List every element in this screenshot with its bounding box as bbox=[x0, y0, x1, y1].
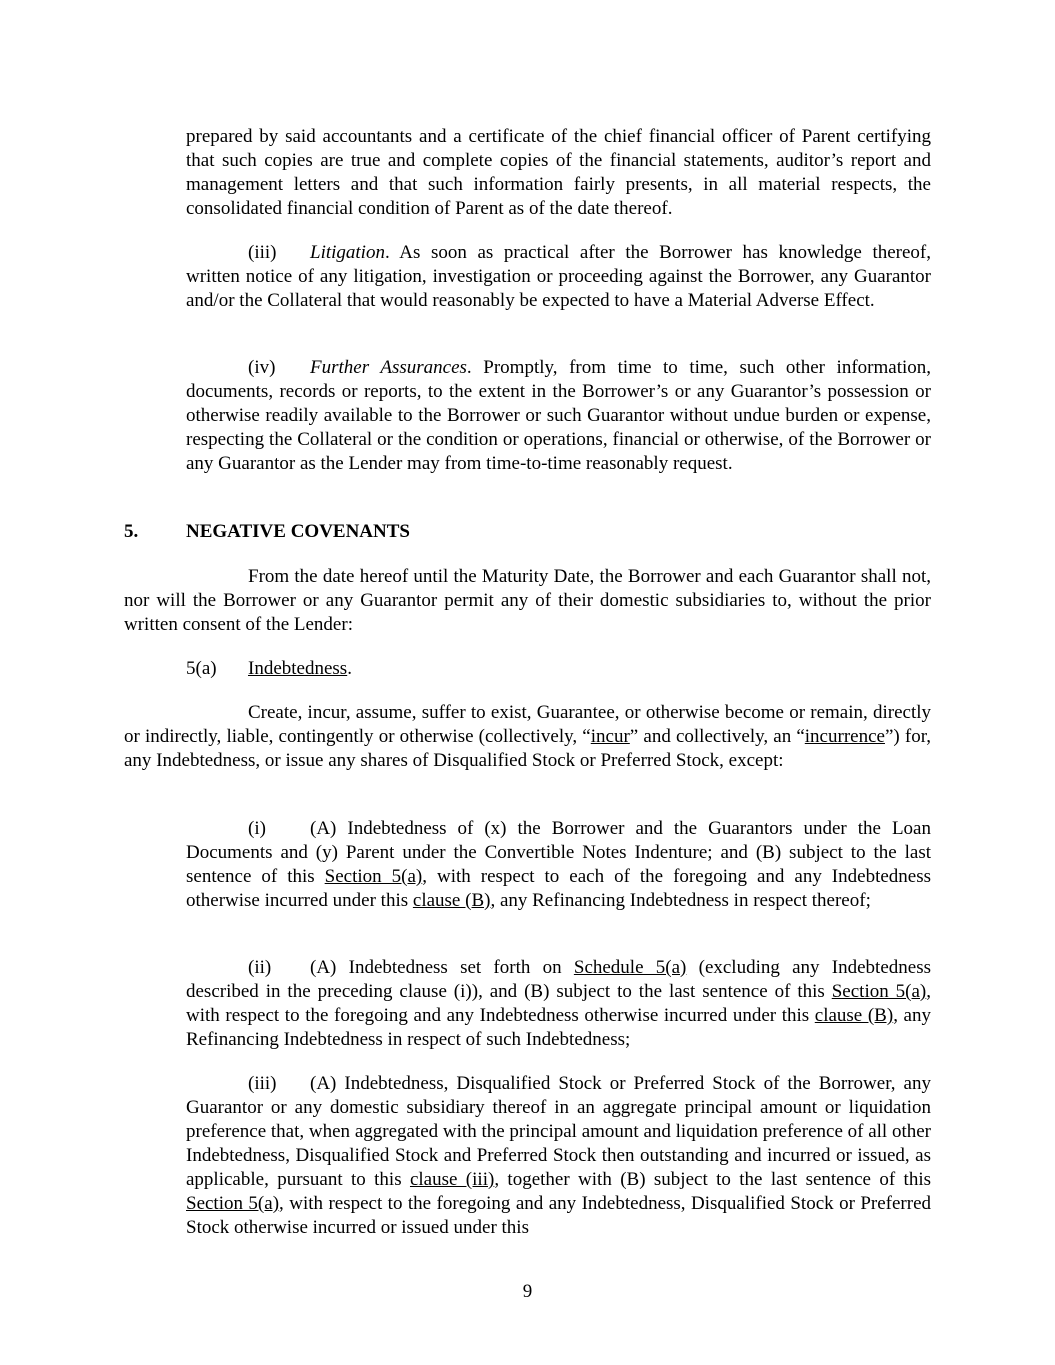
paragraph-text: (A) Indebtedness set forth on bbox=[310, 957, 574, 978]
paragraph-further-assurances bbox=[186, 356, 931, 476]
subsection-title-period: . bbox=[347, 658, 352, 679]
section-heading bbox=[124, 520, 410, 544]
paragraph-text: . As soon as practical after the Borrower has knowledge thereof, written notice of any litigation, investigation or proceeding against the Borrower, any Guarantor and/or the Collateral that would reasonably be expected to have a Material Adverse Effect. bbox=[186, 242, 931, 311]
clause-number: (iv) bbox=[248, 357, 276, 378]
paragraph-text: ”) for, any Indebtedness, or issue any shares of Disqualified Stock or Preferred Stock, except: bbox=[124, 726, 932, 771]
defined-term-incurrence: incurrence bbox=[804, 726, 885, 747]
subsection-heading bbox=[186, 657, 352, 681]
paragraph-text: (A) Indebtedness, Disqualified Stock or Preferred Stock of the Borrower, any Guarantor or any domestic subsidiary thereof in an aggregate principal amount or liquidation preference that, when aggregated with the principal amount and liquidation preference of all other Indebtedness, Disqualified Stock and Preferred Stock then outstanding and incurred or issued, as applicable, pursuant to this bbox=[186, 1073, 931, 1190]
clause-number: (iii) bbox=[248, 1073, 277, 1094]
paragraph-continuation bbox=[186, 125, 931, 221]
cross-reference: Section 5(a) bbox=[831, 981, 927, 1002]
clause-number: (ii) bbox=[248, 957, 272, 978]
paragraph-text: , with respect to each of the foregoing and any Indebtedness otherwise incurred under this bbox=[186, 866, 932, 911]
cross-reference: clause (B) bbox=[412, 890, 491, 911]
page-number: 9 bbox=[522, 1281, 533, 1302]
section-title: NEGATIVE COVENANTS bbox=[186, 521, 410, 542]
paragraph-text: , any Refinancing Indebtedness in respect of such Indebtedness; bbox=[186, 1005, 931, 1050]
cross-reference: clause (iii) bbox=[409, 1169, 495, 1190]
paragraph-indebtedness bbox=[124, 701, 931, 773]
paragraph-text: , any Refinancing Indebtedness in respect thereof; bbox=[490, 890, 871, 911]
paragraph-text: From the date hereof until the Maturity Date, the Borrower and each Guarantor shall not, nor will the Borrower or any Guarantor permit any of their domestic subsidiaries to, without the prior written consent of the Lender: bbox=[124, 566, 931, 635]
clause-number: (iii) bbox=[248, 242, 277, 263]
cross-reference: clause (B) bbox=[814, 1005, 894, 1026]
cross-reference: Section 5(a) bbox=[186, 1193, 280, 1214]
cross-reference: Section 5(a) bbox=[324, 866, 423, 887]
subsection-title: Indebtedness bbox=[248, 658, 348, 679]
clause-number: (i) bbox=[248, 818, 266, 839]
clause-title: Further Assurances bbox=[310, 357, 467, 378]
subsection-number: 5(a) bbox=[186, 658, 217, 679]
paragraph-text: (A) Indebtedness of (x) the Borrower and the Guarantors under the Loan Documents and (y) Parent under the Convertible Notes Indenture; and (B) subject to the last sentence of this bbox=[186, 818, 931, 887]
paragraph-text: . Promptly, from time to time, such other information, documents, records or reports, to the extent in the Borrower’s or any Guarantor’s possession or otherwise readily available to the Borrower or such Guarantor without undue burden or expense, respecting the Collateral or the condition or operations, financial or otherwise, of the Borrower or any Guarantor as the Lender may from time-to-time reasonably request. bbox=[186, 357, 932, 474]
section-number: 5. bbox=[124, 521, 139, 542]
paragraph-text: prepared by said accountants and a certificate of the chief financial officer of Parent certifying that such copies are true and complete copies of the financial statements, auditor’s report and management letters and that such information fairly presents, in all material respects, the consolidated financial condition of Parent as of the date thereof. bbox=[186, 126, 931, 219]
clause-title: Litigation bbox=[310, 242, 385, 263]
paragraph-text: , with respect to the foregoing and any Indebtedness, Disqualified Stock or Preferred Stock otherwise incurred or issued under this bbox=[186, 1193, 932, 1238]
paragraph-text: , with respect to the foregoing and any Indebtedness otherwise incurred under this bbox=[186, 981, 931, 1026]
paragraph-intro bbox=[124, 565, 931, 637]
cross-reference: Schedule 5(a) bbox=[573, 957, 687, 978]
paragraph-text: ” and collectively, an “ bbox=[629, 726, 805, 747]
clause-ii bbox=[186, 956, 931, 1052]
paragraph-litigation bbox=[186, 241, 931, 313]
paragraph-text: Create, incur, assume, suffer to exist, Guarantee, or otherwise become or remain, directly or indirectly, liable, contingently or otherwise (collectively, “ bbox=[124, 702, 931, 747]
clause-i bbox=[186, 817, 931, 913]
defined-term-incur: incur bbox=[590, 726, 630, 747]
paragraph-text: , together with (B) subject to the last sentence of this bbox=[494, 1169, 932, 1190]
paragraph-text: (excluding any Indebtedness described in the preceding clause (i)), and (B) subject to the last sentence of this bbox=[186, 957, 931, 1002]
clause-iii bbox=[186, 1072, 931, 1240]
